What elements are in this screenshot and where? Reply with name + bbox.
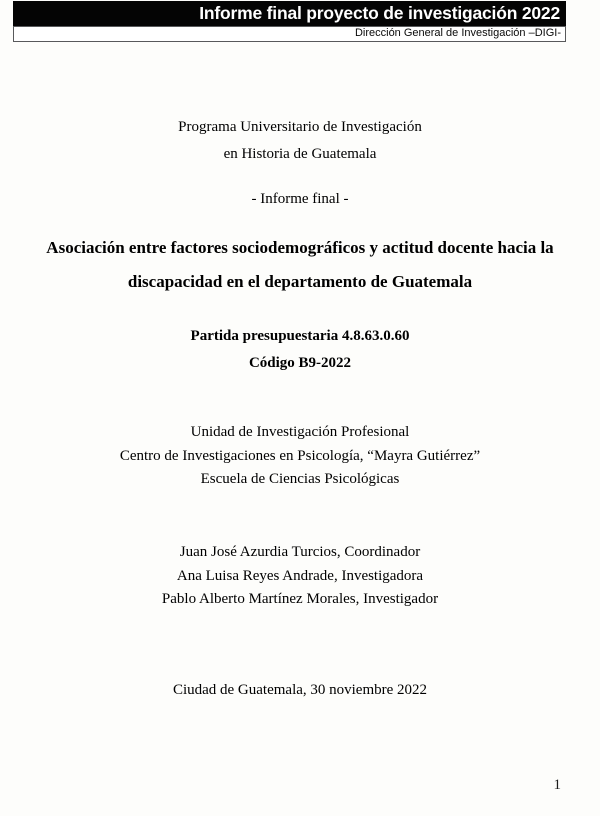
author-coordinator: Juan José Azurdia Turcios, Coordinador	[179, 544, 421, 560]
institution-center: Centro de Investigaciones en Psicología, “Mayra Gutiérrez”	[119, 447, 481, 464]
authors-block	[0, 541, 600, 612]
header-banner-text: Informe final proyecto de investigación 2022	[199, 3, 560, 23]
header-banner	[13, 1, 566, 26]
program-block	[0, 114, 600, 168]
project-code: Código B9-2022	[248, 355, 352, 371]
institution-school: Escuela de Ciencias Psicológicas	[200, 471, 400, 487]
project-title	[0, 231, 600, 298]
institution-block	[0, 421, 600, 492]
program-line-2: en Historia de Guatemala	[223, 146, 377, 162]
budget-line: Partida presupuestaria 4.8.63.0.60	[190, 328, 410, 344]
header-subbanner-text: Dirección General de Investigación –DIGI-	[354, 27, 561, 39]
author-investigator-1: Ana Luisa Reyes Andrade, Investigadora	[176, 567, 424, 584]
institution-unit: Unidad de Investigación Profesional	[190, 424, 410, 440]
program-line-1: Programa Universitario de Investigación	[178, 119, 422, 135]
header-subbanner	[13, 26, 566, 42]
city-date-line: Ciudad de Guatemala, 30 noviembre 2022	[172, 682, 428, 698]
project-title-line-2: discapacidad en el departamento de Guatemala	[127, 271, 473, 291]
report-type-label: - Informe final -	[251, 191, 349, 207]
project-title-line-1: Asociación entre factores sociodemográficos y actitud docente hacia la	[46, 238, 554, 257]
author-investigator-2: Pablo Alberto Martínez Morales, Investigador	[161, 591, 439, 607]
page-number: 1	[553, 777, 561, 793]
budget-block	[0, 323, 600, 377]
